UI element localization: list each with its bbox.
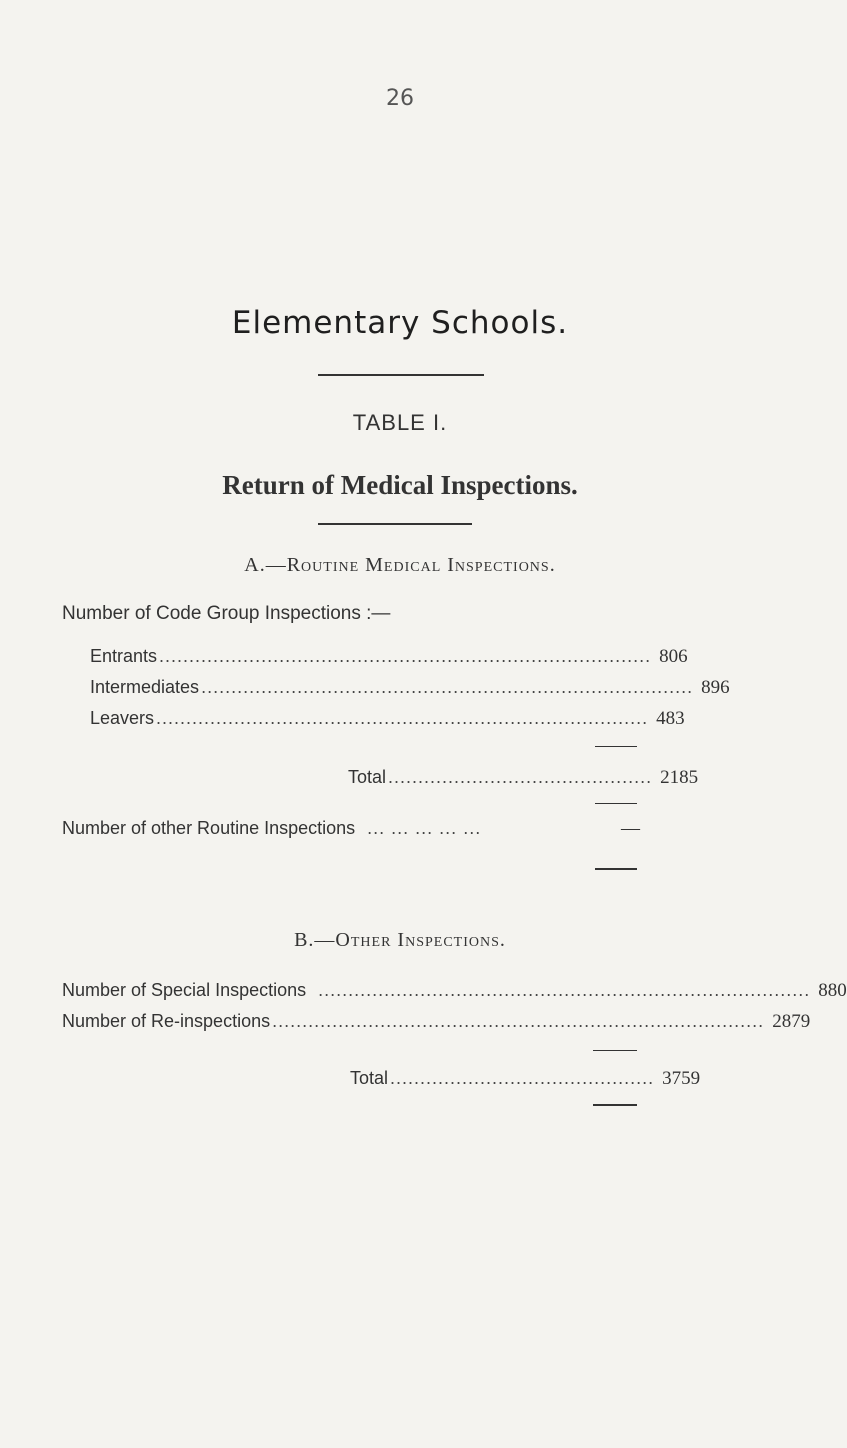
main-heading: Elementary Schools. bbox=[231, 305, 569, 341]
section-a-heading: A.—Routine Medical Inspections. bbox=[244, 554, 556, 576]
leavers-row bbox=[90, 708, 685, 730]
special-inspections-value: 880 bbox=[818, 980, 847, 1001]
entrants-row bbox=[90, 646, 688, 668]
other-routine-label: Number of other Routine Inspections bbox=[62, 818, 356, 838]
dot-leader: ............................................ bbox=[390, 1068, 655, 1088]
section-a-total-row bbox=[348, 767, 699, 789]
special-inspections-label: Number of Special Inspections bbox=[62, 980, 307, 1000]
total-rule bbox=[595, 803, 637, 804]
re-inspections-label: Number of Re-inspections bbox=[62, 1011, 271, 1031]
section-a-total-value: 2185 bbox=[660, 767, 699, 788]
section-b-total-value: 3759 bbox=[662, 1068, 701, 1089]
intermediates-value: 896 bbox=[701, 677, 730, 698]
other-routine-row bbox=[62, 818, 640, 840]
other-routine-value: — bbox=[621, 818, 640, 839]
section-a-end-rule bbox=[595, 868, 637, 870]
section-b-total-row bbox=[350, 1068, 701, 1090]
dot-leader: .................................................................................. bbox=[159, 646, 652, 666]
intermediates-row bbox=[90, 677, 730, 699]
entrants-value: 806 bbox=[659, 646, 688, 667]
dot-leader: .................................................................................. bbox=[201, 677, 694, 697]
heading-divider bbox=[318, 374, 484, 376]
re-inspections-row bbox=[62, 1011, 811, 1033]
re-inspections-value: 2879 bbox=[772, 1011, 811, 1032]
leavers-label: Leavers bbox=[90, 708, 155, 728]
section-b-heading: B.—Other Inspections. bbox=[294, 929, 506, 951]
page-number: 26 bbox=[386, 86, 414, 111]
entrants-label: Entrants bbox=[90, 646, 158, 666]
special-inspections-row bbox=[62, 980, 847, 1002]
leavers-value: 483 bbox=[656, 708, 685, 729]
return-title: Return of Medical Inspections. bbox=[222, 470, 578, 500]
dot-leader: .................................................................................. bbox=[318, 980, 811, 1000]
dot-leader: ............................................ bbox=[388, 767, 653, 787]
dot-leader: .................................................................................. bbox=[156, 708, 649, 728]
table-title: TABLE I. bbox=[352, 410, 448, 435]
section-b-total-label: Total bbox=[350, 1068, 389, 1088]
dot-leader: ... ... ... ... ... bbox=[367, 818, 482, 838]
group-inspections-intro: Number of Code Group Inspections :— bbox=[62, 603, 391, 624]
subtotal-rule bbox=[595, 746, 637, 747]
intermediates-label: Intermediates bbox=[90, 677, 200, 697]
dot-leader: .................................................................................. bbox=[272, 1011, 765, 1031]
title-divider bbox=[318, 523, 472, 525]
section-a-total-label: Total bbox=[348, 767, 387, 787]
section-b-end-rule bbox=[593, 1104, 637, 1106]
section-b-subtotal-rule bbox=[593, 1050, 637, 1051]
